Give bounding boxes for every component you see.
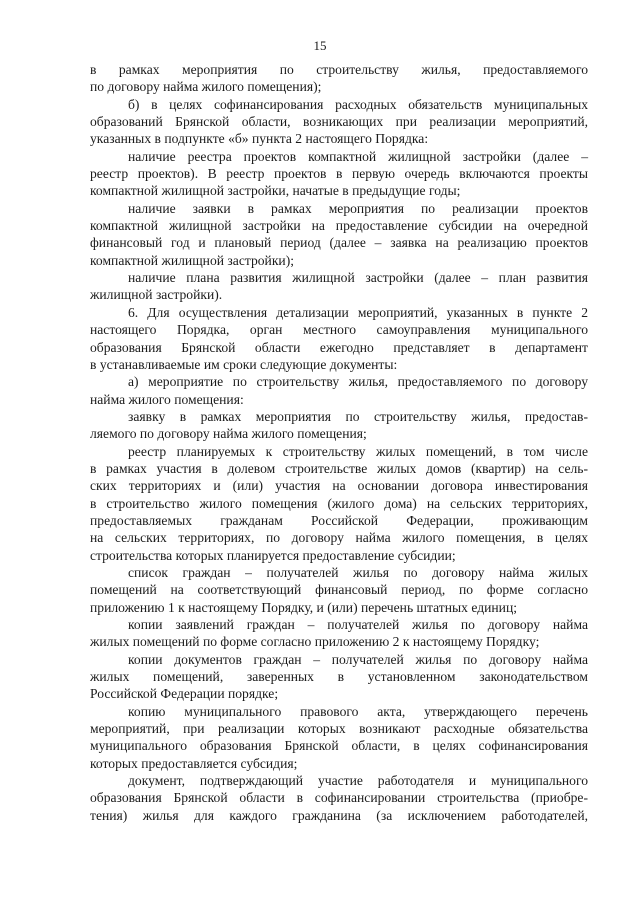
text-line: финансовый год и плановый период (далее – заявка на реализацию проектов	[90, 235, 588, 251]
text-line: в рамках мероприятия по строительству жилья, предоставляемого	[90, 62, 588, 77]
text-line: копии заявлений граждан – получателей жилья по договору найма	[128, 617, 588, 632]
text-line: компактной жилищной застройки);	[90, 252, 295, 268]
text-line: жилых помещений по форме согласно приложению 2 к настоящему Порядку;	[90, 634, 540, 650]
text-line: копию муниципального правового акта, утверждающего перечень	[128, 703, 588, 719]
text-line: указанных в подпункте «б» пункта 2 настоящего Порядка:	[90, 131, 429, 147]
text-line: Российской Федерации порядке;	[90, 686, 279, 702]
text-line: а) мероприятие по строительству жилья, предоставляемого по договору	[128, 374, 588, 390]
text-line: настоящего Порядка, орган местного самоуправления муниципального	[90, 322, 588, 338]
text-line: помещений на соответствующий финансовый период, по форме согласно	[90, 582, 588, 598]
text-line: б) в целях софинансирования расходных обязательств муниципальных	[128, 96, 588, 112]
text-line: жилых помещений, заверенных в установленном законодательством	[90, 669, 588, 685]
text-line: документ, подтверждающий участие работодателя и муниципального	[128, 773, 588, 789]
text-line: которых предоставляется субсидия;	[90, 755, 298, 771]
text-line: ских территориях и (или) участия на основании договора инвестирования	[90, 478, 588, 494]
text-line: по договору найма жилого помещения);	[90, 79, 322, 95]
text-line: на сельских территориях, по договору найма жилого помещения, в целях	[90, 530, 588, 546]
text-line: муниципального образования Брянской области, в целях софинансирования	[90, 738, 588, 754]
page-number: 15	[313, 38, 327, 53]
text-line: мероприятий, при реализации которых возникают расходные обязательства	[90, 721, 588, 737]
text-line: в устанавливаемые им сроки следующие документы:	[90, 356, 398, 372]
text-line: реестр планируемых к строительству жилых помещений, в том числе	[128, 443, 588, 459]
text-line: наличие реестра проектов компактной жилищной застройки (далее –	[128, 148, 588, 164]
text-line: образований Брянской области, возникающих при реализации мероприятий,	[90, 114, 588, 130]
text-line: компактной жилищной застройки, начатые в предыдущие годы;	[90, 183, 461, 199]
text-line: приложению 1 к настоящему Порядку, и (или) перечень штатных единиц;	[90, 599, 518, 615]
text-line: наличие заявки в рамках мероприятия по реализации проектов	[128, 200, 588, 216]
text-line: компактной жилищной застройки на предоставление субсидии на очередной	[90, 218, 588, 234]
text-line: образования Брянской области ежегодно представляет в департамент	[90, 339, 588, 355]
text-line: жилищной застройки).	[90, 287, 223, 303]
text-line: наличие плана развития жилищной застройки (далее – план развития	[128, 270, 588, 286]
text-line: в рамках участия в долевом строительстве жилых домов (квартир) на сель-	[90, 460, 588, 476]
document-body	[90, 61, 588, 824]
text-line: ляемого по договору найма жилого помещения;	[90, 426, 367, 442]
text-line: образования Брянской области в софинансировании строительства (приобре-	[90, 790, 588, 806]
text-line: найма жилого помещения:	[90, 391, 244, 407]
text-line: строительства которых планируется предоставление субсидии;	[90, 547, 456, 563]
text-line: список граждан – получателей жилья по договору найма жилых	[128, 564, 588, 580]
text-line: реестр проектов). В реестр проектов в первую очередь включаются проекты	[90, 166, 588, 182]
text-line: копии документов граждан – получателей жилья по договору найма	[128, 651, 588, 667]
text-line: тения) жилья для каждого гражданина (за исключением работодателей,	[90, 807, 588, 823]
text-line: в строительство жилого помещения (жилого дома) на сельских территориях,	[90, 495, 588, 511]
text-line: предоставляемых гражданам Российской Федерации, проживающим	[90, 512, 588, 528]
text-line: 6. Для осуществления детализации мероприятий, указанных в пункте 2	[128, 304, 588, 320]
text-line: заявку в рамках мероприятия по строительству жилья, предостав-	[128, 408, 588, 424]
